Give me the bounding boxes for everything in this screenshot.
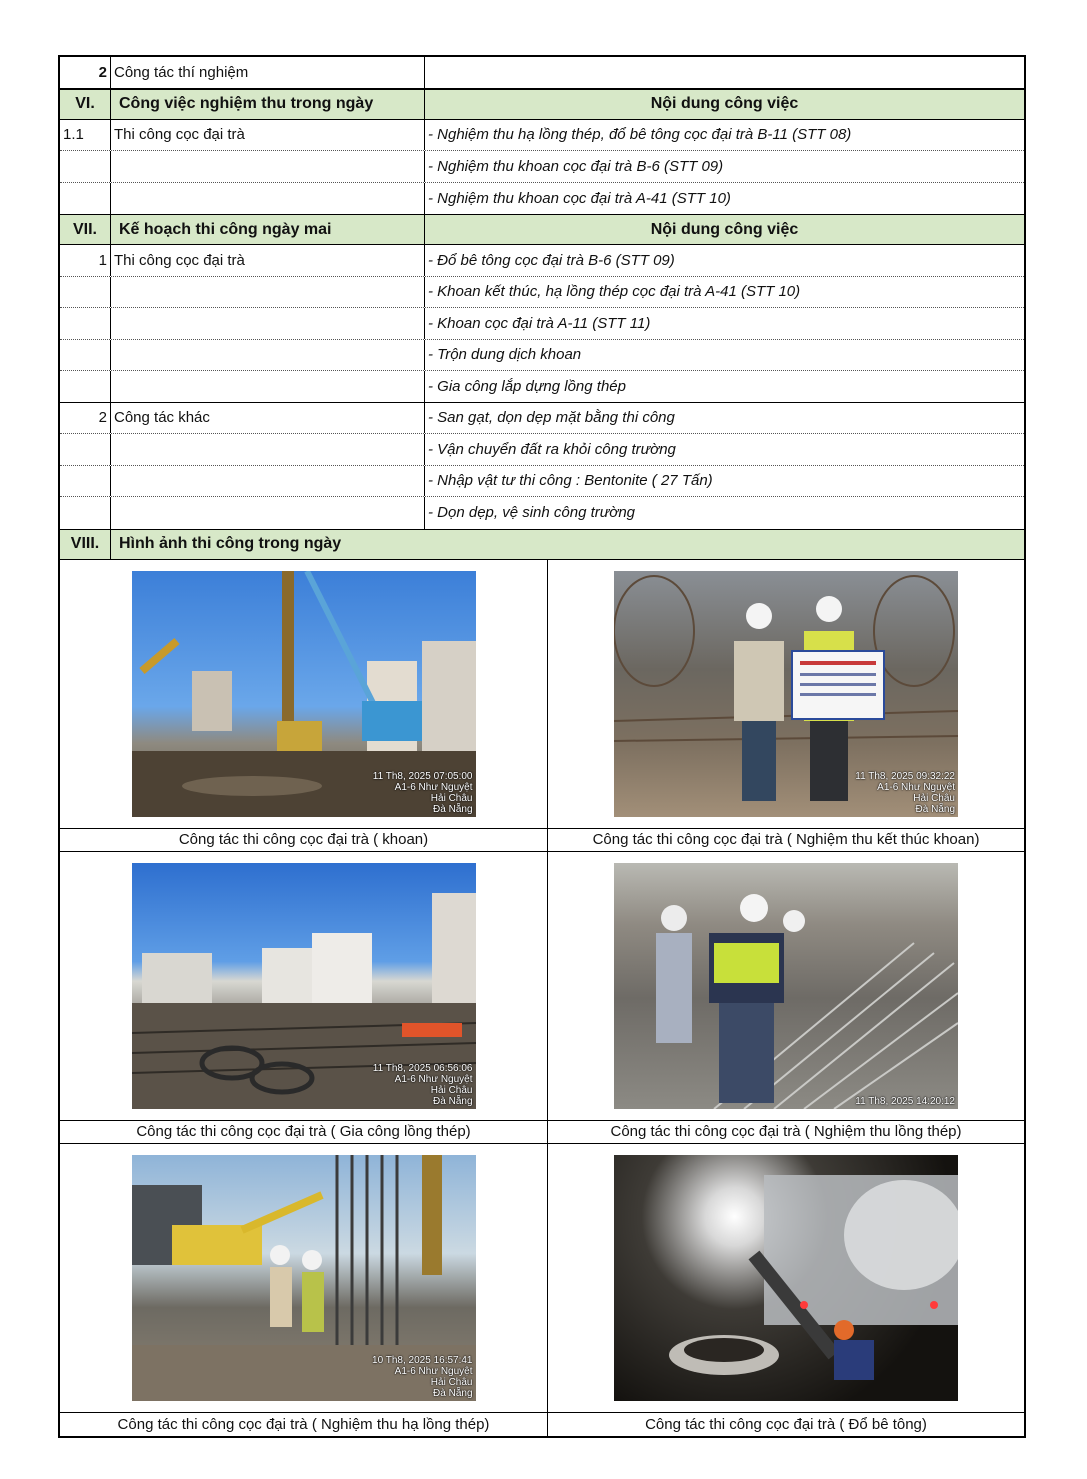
row-number: 2 bbox=[60, 57, 111, 88]
photo-timestamp bbox=[373, 771, 473, 815]
row-number bbox=[60, 497, 111, 529]
photo-caption: Công tác thi công cọc đại trà ( Gia công lồng thép) bbox=[60, 1120, 548, 1144]
table-row bbox=[60, 308, 1024, 340]
photo-excavator-cage bbox=[132, 1155, 476, 1401]
row-label bbox=[111, 340, 425, 371]
row-label bbox=[111, 308, 425, 339]
row-content: - Trộn dung dịch khoan bbox=[428, 346, 582, 364]
row-number: 1.1 bbox=[60, 120, 111, 151]
table-row bbox=[60, 340, 1024, 372]
photo-drilling-rig bbox=[132, 571, 476, 817]
row-label bbox=[111, 151, 425, 182]
row-content: - Nghiệm thu khoan cọc đại trà B-6 (STT 09) bbox=[428, 157, 724, 175]
photo-cell bbox=[548, 852, 1024, 1120]
row-label bbox=[111, 497, 425, 529]
row-testing-work bbox=[60, 57, 1024, 89]
row-content: - Nhập vật tư thi công : Bentonite ( 27 Tấn) bbox=[428, 472, 713, 490]
section-header-viii bbox=[60, 529, 1024, 560]
stamp-line: A1-6 Như Nguyệt bbox=[394, 1365, 473, 1377]
photo-timestamp bbox=[373, 1063, 473, 1107]
table-row bbox=[60, 434, 1024, 466]
stamp-line: Hải Châu bbox=[430, 1376, 473, 1388]
row-content: - Khoan kết thúc, hạ lồng thép cọc đại trà A-41 (STT 10) bbox=[428, 283, 801, 301]
photo-caption: Công tác thi công cọc đại trà ( khoan) bbox=[60, 828, 548, 852]
photo-grid bbox=[60, 560, 1024, 1436]
photo-engineers-sign bbox=[614, 571, 958, 817]
row-label bbox=[111, 371, 425, 402]
stamp-line: Đà Nẵng bbox=[433, 1095, 473, 1107]
row-content: - Gia công lắp dựng lồng thép bbox=[428, 377, 626, 395]
table-row bbox=[60, 497, 1024, 529]
section-roman: VI. bbox=[60, 90, 111, 119]
stamp-line: 11 Th8, 2025 06:56:06 bbox=[372, 1062, 473, 1074]
row-label: Thi công cọc đại trà bbox=[111, 120, 425, 151]
section-header-vi bbox=[60, 89, 1024, 120]
stamp-line: 11 Th8, 2025 14:20:12 bbox=[855, 1095, 955, 1107]
row-content: - Đổ bê tông cọc đại trà B-6 (STT 09) bbox=[428, 251, 675, 269]
row-number: 1 bbox=[60, 245, 111, 276]
table-row bbox=[60, 403, 1024, 435]
photo-cell bbox=[548, 1144, 1024, 1412]
stamp-line: Đà Nẵng bbox=[433, 1387, 473, 1399]
section-title: Công việc nghiệm thu trong ngày bbox=[111, 90, 425, 119]
stamp-line: A1-6 Như Nguyệt bbox=[877, 781, 955, 793]
photo-caption: Công tác thi công cọc đại trà ( Nghiệm thu kết thúc khoan) bbox=[548, 828, 1024, 852]
section-title: Hình ảnh thi công trong ngày bbox=[119, 535, 342, 552]
photo-timestamp bbox=[855, 1096, 955, 1107]
table-row bbox=[60, 245, 1024, 277]
photo-caption: Công tác thi công cọc đại trà ( Đổ bê tông) bbox=[548, 1412, 1024, 1436]
report-table bbox=[58, 55, 1026, 1438]
row-content: - Dọn dẹp, vệ sinh công trường bbox=[428, 504, 636, 522]
stamp-line: 11 Th8, 2025 09:32:22 bbox=[855, 770, 955, 782]
stamp-line: Đà Nẵng bbox=[915, 803, 955, 815]
row-label: Công tác khác bbox=[111, 403, 425, 434]
row-label bbox=[111, 277, 425, 308]
row-number bbox=[60, 308, 111, 339]
section-content-header: Nội dung công việc bbox=[650, 95, 799, 112]
table-row bbox=[60, 120, 1024, 152]
section-content-header: Nội dung công việc bbox=[650, 220, 799, 238]
photo-cell bbox=[60, 560, 548, 828]
photo-timestamp bbox=[372, 1355, 472, 1399]
table-row bbox=[60, 277, 1024, 309]
row-number bbox=[60, 466, 111, 497]
table-row bbox=[60, 466, 1024, 498]
row-label bbox=[111, 466, 425, 497]
row-content bbox=[425, 57, 1024, 88]
stamp-line: Hải Châu bbox=[913, 792, 955, 804]
row-number bbox=[60, 151, 111, 182]
photo-night-concrete bbox=[614, 1155, 958, 1401]
row-content: - Vận chuyển đất ra khỏi công trường bbox=[428, 440, 676, 458]
photo-cage-inspection-drawing bbox=[614, 863, 958, 1109]
photo-rebar-yard bbox=[132, 863, 476, 1109]
row-content: - Khoan cọc đại trà A-11 (STT 11) bbox=[428, 314, 651, 332]
stamp-line: 11 Th8, 2025 07:05:00 bbox=[372, 770, 473, 782]
section-title: Kế hoạch thi công ngày mai bbox=[111, 215, 425, 244]
section-roman: VII. bbox=[60, 215, 111, 244]
stamp-line: Đà Nẵng bbox=[433, 803, 473, 815]
row-label bbox=[111, 434, 425, 465]
row-content: - San gạt, dọn dẹp mặt bằng thi công bbox=[428, 409, 675, 427]
table-row bbox=[60, 151, 1024, 183]
row-number bbox=[60, 183, 111, 215]
stamp-line: Hải Châu bbox=[430, 1084, 473, 1096]
row-number bbox=[60, 371, 111, 402]
photo-caption: Công tác thi công cọc đại trà ( Nghiệm thu lồng thép) bbox=[548, 1120, 1024, 1144]
section-roman: VIII. bbox=[60, 530, 111, 559]
photo-cell bbox=[548, 560, 1024, 828]
photo-caption: Công tác thi công cọc đại trà ( Nghiệm thu hạ lồng thép) bbox=[60, 1412, 548, 1436]
row-content: - Nghiệm thu hạ lồng thép, đổ bê tông cọc đại trà B-11 (STT 08) bbox=[428, 126, 852, 144]
row-number: 2 bbox=[60, 403, 111, 434]
row-content: - Nghiệm thu khoan cọc đại trà A-41 (STT 10) bbox=[428, 189, 731, 207]
photo-timestamp bbox=[855, 771, 955, 815]
photo-cell bbox=[60, 1144, 548, 1412]
stamp-line: A1-6 Như Nguyệt bbox=[394, 1073, 473, 1085]
row-label: Công tác thí nghiệm bbox=[111, 57, 425, 88]
photo-cell bbox=[60, 852, 548, 1120]
stamp-line: A1-6 Như Nguyệt bbox=[394, 781, 473, 793]
row-number bbox=[60, 277, 111, 308]
table-row bbox=[60, 371, 1024, 403]
photo-cage-inspection bbox=[614, 863, 958, 1109]
stamp-line: 10 Th8, 2025 16:57:41 bbox=[372, 1354, 473, 1366]
table-row bbox=[60, 183, 1024, 215]
row-label: Thi công cọc đại trà bbox=[111, 245, 425, 276]
row-label bbox=[111, 183, 425, 215]
section-header-vii bbox=[60, 214, 1024, 245]
photo-night-concrete-drawing bbox=[614, 1155, 958, 1401]
row-number bbox=[60, 434, 111, 465]
stamp-line: Hải Châu bbox=[430, 792, 473, 804]
row-number bbox=[60, 340, 111, 371]
